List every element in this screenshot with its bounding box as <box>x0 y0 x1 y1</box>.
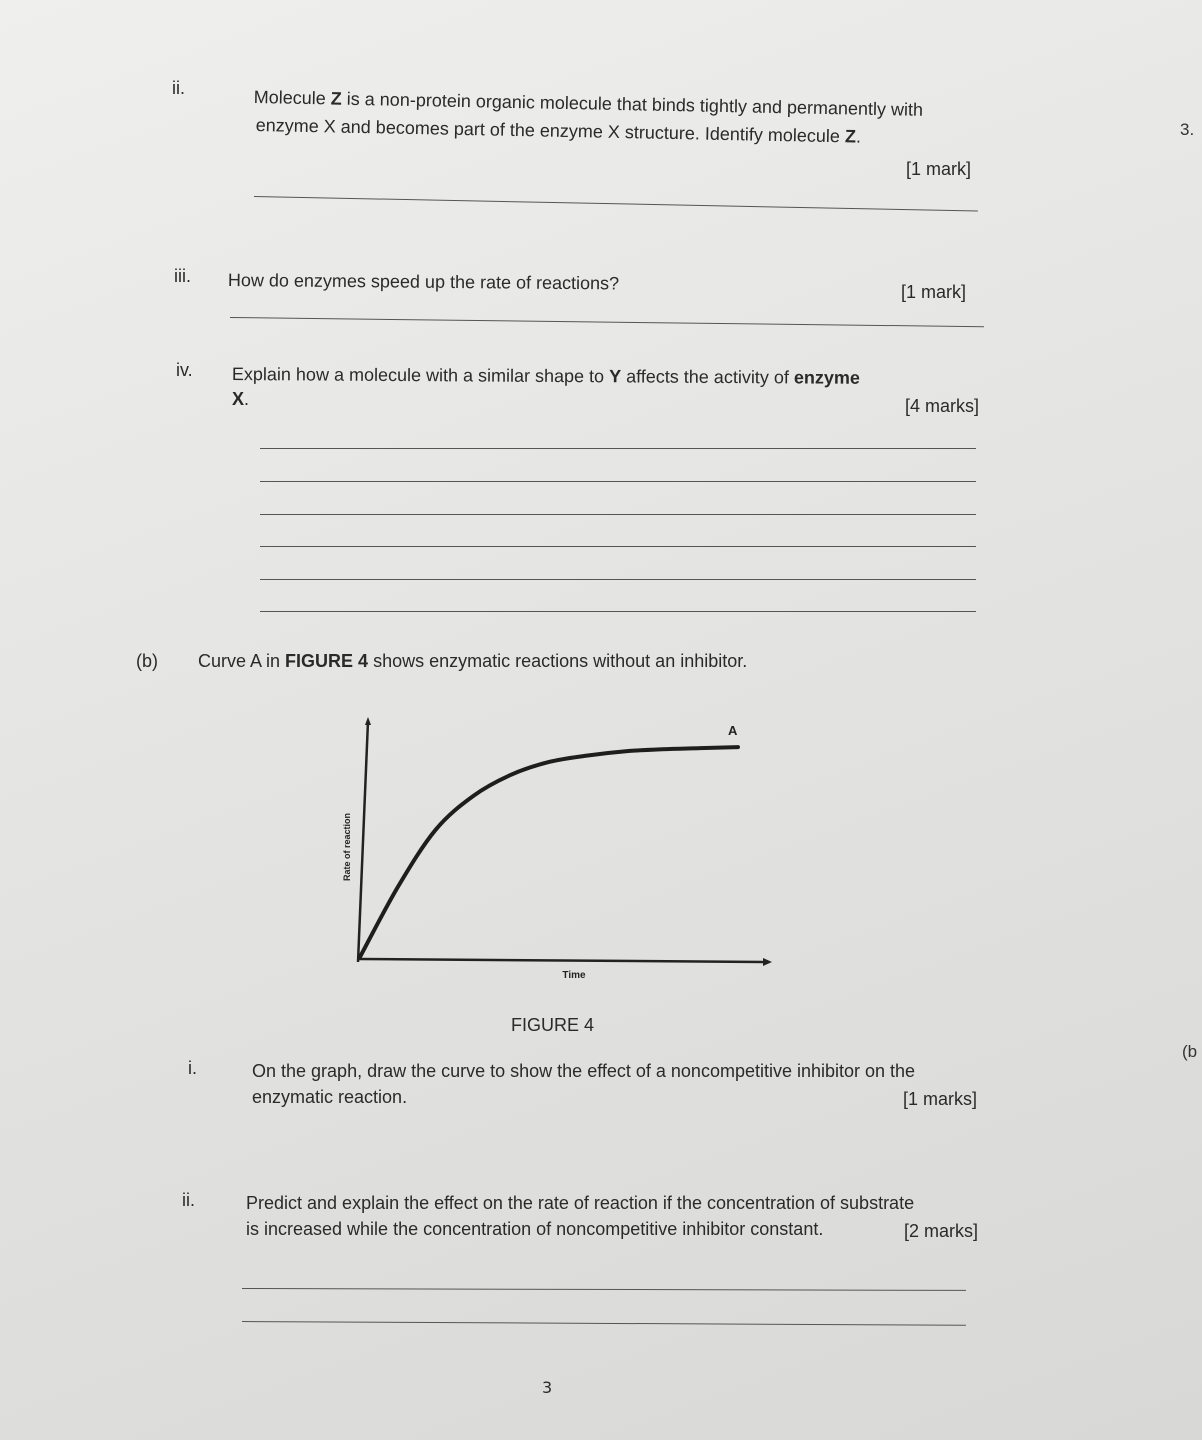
question-iii-number: iii. <box>174 266 191 286</box>
answer-line[interactable] <box>230 317 984 327</box>
sub-ii-number: ii. <box>182 1190 195 1210</box>
question-ii-line-1: Molecule Z is a non-protein organic molecule that binds tightly and permanently with <box>253 86 924 120</box>
curve-a-label: A <box>728 723 738 738</box>
y-axis-arrow <box>365 717 371 725</box>
answer-line[interactable] <box>260 611 976 612</box>
answer-line[interactable] <box>242 1321 966 1326</box>
question-ii-line-2: enzyme X and becomes part of the enzyme X structure. Identify molecule Z. <box>255 114 862 147</box>
question-iv-line-1: Explain how a molecule with a similar shape to Y affects the activity of enzyme <box>231 363 860 388</box>
answer-line[interactable] <box>260 448 976 449</box>
question-ii-number: ii. <box>172 78 185 98</box>
answer-line[interactable] <box>260 546 976 547</box>
part-b-label: (b) <box>136 651 158 671</box>
curve-a <box>360 747 738 957</box>
answer-line[interactable] <box>260 579 976 580</box>
question-iii-text: How do enzymes speed up the rate of reactions? <box>227 269 620 294</box>
answer-line[interactable] <box>242 1288 966 1291</box>
figure-caption: FIGURE 4 <box>511 1015 595 1035</box>
question-ii-marks: [1 mark] <box>906 159 972 179</box>
part-b-text: Curve A in FIGURE 4 shows enzymatic reactions without an inhibitor. <box>198 651 748 671</box>
answer-line[interactable] <box>254 196 978 212</box>
answer-line[interactable] <box>260 481 976 482</box>
y-axis-label: Rate of reaction <box>342 812 352 882</box>
sub-i-number: i. <box>188 1058 197 1078</box>
question-iv-line-2: X. <box>232 389 250 409</box>
y-axis <box>358 721 368 962</box>
figure-4-graph <box>320 705 790 995</box>
side-label-mid: (b <box>1182 1042 1198 1061</box>
x-axis-arrow <box>763 958 772 966</box>
sub-ii-line-1: Predict and explain the effect on the rate of reaction if the concentration of substrate <box>246 1193 915 1213</box>
sub-ii-line-2: is increased while the concentration of noncompetitive inhibitor constant. <box>246 1219 824 1239</box>
curve-group <box>360 747 738 957</box>
question-iii-marks: [1 mark] <box>901 282 967 302</box>
page-number: 3 <box>542 1378 553 1397</box>
question-iv-number: iv. <box>176 360 193 380</box>
sub-i-marks: [1 marks] <box>903 1089 978 1109</box>
x-axis-label: Time <box>562 970 586 981</box>
x-axis <box>358 959 765 962</box>
answer-line[interactable] <box>260 514 976 515</box>
question-iv-marks: [4 marks] <box>905 396 980 416</box>
sub-i-line-1: On the graph, draw the curve to show the effect of a noncompetitive inhibitor on the <box>252 1061 916 1081</box>
side-label-top: 3. <box>1180 120 1195 139</box>
sub-ii-marks: [2 marks] <box>904 1221 979 1241</box>
sub-i-line-2: enzymatic reaction. <box>252 1087 408 1107</box>
